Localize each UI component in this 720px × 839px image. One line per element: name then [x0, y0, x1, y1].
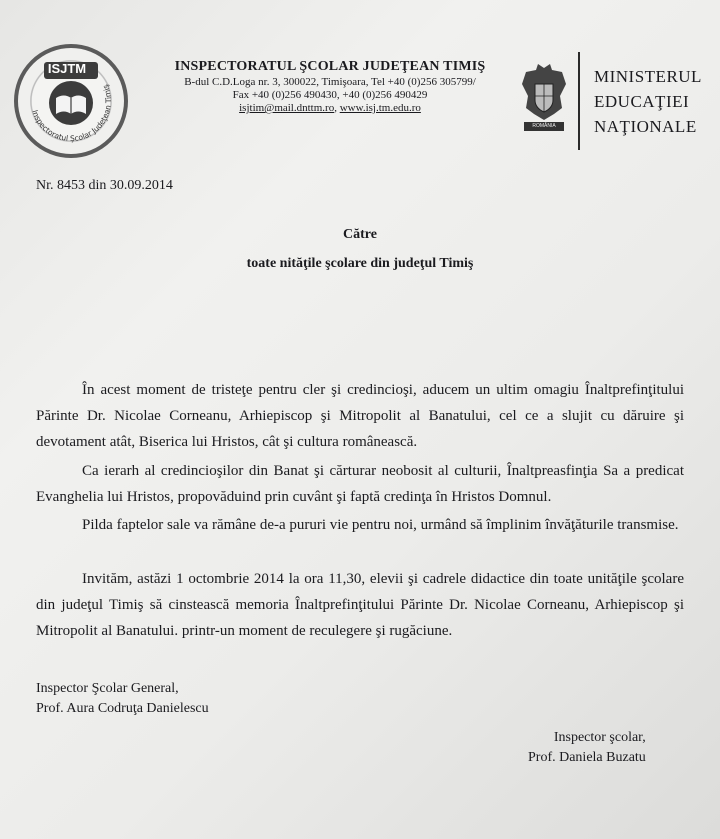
signature-right-title: Inspector şcolar,: [553, 730, 646, 745]
ministry-line-2: EDUCAŢIEI: [594, 92, 690, 111]
signature-left-title: Inspector Şcolar General,: [36, 681, 179, 696]
ministry-line-3: NAŢIONALE: [594, 117, 697, 136]
letterhead: INSPECTORATUL ŞCOLAR JUDEŢEAN TIMIŞ B-dul C.D.Loga nr. 3, 300022, Timişoara, Tel +40 (0)256 305799/ Fax +40 (0)256 490430, +40 (0)256 490429 isjtim@mail.dnttm.ro, www.isj.tm.edu.ro: [150, 60, 510, 115]
address-line: B-dul C.D.Loga nr. 3, 300022, Timişoara, Tel +40 (0)256 305799/: [184, 76, 476, 88]
signature-right-name: Prof. Daniela Buzatu: [528, 750, 646, 765]
email-link[interactable]: isjtim@mail.dnttm.ro: [239, 102, 335, 114]
document-reference: Nr. 8453 din 30.09.2014: [36, 178, 173, 193]
paragraph-1: În acest moment de tristeţe pentru cler şi credincioşi, aducem un ultim omagiu Înaltprefinţitului Părinte Dr. Nicolae Corneanu, Arhiepiscop şi Mitropolit al Banatului, cel ce a slujit cu dăruire şi devotament atât, Biserica lui Hristos, cât şi cultura românească.: [36, 382, 684, 450]
signature-left: [36, 679, 209, 719]
ministry-name: [594, 64, 702, 139]
paragraph-3: Pilda faptelor sale va rămâne de-a pururi vie pentru noi, urmând să împlinim învăţăturile transmise.: [82, 517, 679, 533]
website-link[interactable]: www.isj.tm.edu.ro: [339, 102, 421, 114]
paragraph-4: Invităm, astăzi 1 octombrie 2014 la ora 11,30, elevii şi cadrele didactice din toate unităţile şcolare din judeţul Timiş să cinstească memoria Înaltprefinţitului Părinte Dr. Nicolae Corneanu, Arhiepiscop şi Mitropolit al Banatului. printr-un moment de reculegere şi rugăciune.: [36, 571, 684, 639]
institution-name: INSPECTORATUL ŞCOLAR JUDEŢEAN TIMIŞ: [174, 59, 486, 74]
signature-right: [528, 728, 646, 768]
logo-title: ISJTM: [47, 61, 87, 76]
isjtm-logo: [14, 44, 128, 158]
paragraph-2: Ca ierarh al credincioşilor din Banat şi cărturar neobosit al culturii, Înaltpreasfinţia Sa a predicat Evanghelia lui Hristos, propovăduind prin cuvânt şi faptă credinţa în Hristos Domnul.: [36, 463, 684, 505]
ministry-line-1: MINISTERUL: [594, 67, 702, 86]
crest-label: ROMÂNIA: [532, 123, 556, 129]
addressee-line-1: Către: [343, 227, 377, 242]
addressee-line-2: toate nităţile şcolare din judeţul Timiş: [246, 256, 474, 271]
ministry-divider: [578, 52, 580, 150]
fax-line: Fax +40 (0)256 490430, +40 (0)256 490429: [232, 89, 428, 101]
signature-left-name: Prof. Aura Codruţa Danielescu: [36, 701, 209, 716]
logo-ring-text: Inspectoratul Şcolar Judeţean Timiş: [30, 83, 114, 144]
coat-of-arms-icon: [518, 62, 570, 134]
